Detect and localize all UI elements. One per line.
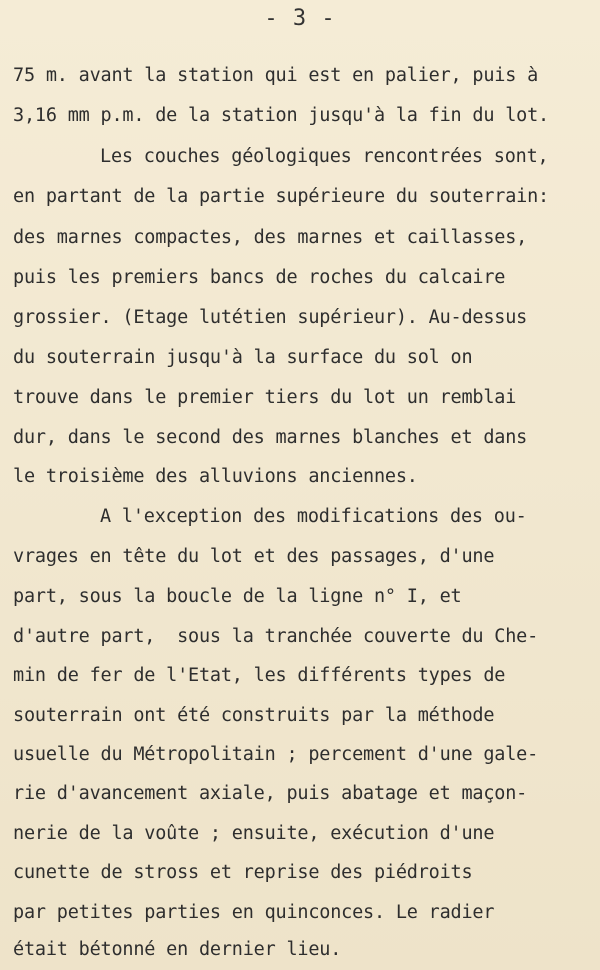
text-line: 3,16 mm p.m. de la station jusqu'à la fin du lot.	[13, 105, 549, 126]
text-line: min de fer de l'Etat, les différents types de	[13, 665, 506, 686]
text-line: 75 m. avant la station qui est en palier, puis à	[13, 65, 539, 86]
text-line: trouve dans le premier tiers du lot un remblai	[13, 387, 517, 408]
text-line: le troisième des alluvions anciennes.	[13, 466, 418, 487]
text-line: du souterrain jusqu'à la surface du sol on	[13, 347, 473, 368]
text-line: cunette de stross et reprise des piédroits	[13, 862, 473, 883]
text-line: vrages en tête du lot et des passages, d'une	[13, 546, 495, 567]
text-line: Les couches géologiques rencontrées sont,	[100, 146, 549, 167]
text-line: usuelle du Métropolitain ; percement d'une gale-	[13, 744, 539, 765]
text-line: puis les premiers bancs de roches du calcaire	[13, 267, 506, 288]
text-line: par petites parties en quinconces. Le radier	[13, 902, 495, 923]
page-number: - 3 -	[264, 6, 336, 31]
text-line: des marnes compactes, des marnes et caillasses,	[13, 227, 528, 248]
text-line: d'autre part, sous la tranchée couverte du Che-	[13, 626, 539, 647]
text-line: était bétonné en dernier lieu.	[13, 939, 342, 960]
text-line: part, sous la boucle de la ligne n° I, et	[13, 586, 462, 607]
text-line: nerie de la voûte ; ensuite, exécution d'une	[13, 823, 495, 844]
text-line: souterrain ont été construits par la méthode	[13, 705, 495, 726]
text-line: dur, dans le second des marnes blanches et dans	[13, 427, 528, 448]
text-line: grossier. (Etage lutétien supérieur). Au-dessus	[13, 307, 528, 328]
text-line: A l'exception des modifications des ou-	[100, 506, 527, 527]
text-line: rie d'avancement axiale, puis abatage et maçon-	[13, 783, 528, 804]
text-line: en partant de la partie supérieure du souterrain:	[13, 186, 549, 207]
